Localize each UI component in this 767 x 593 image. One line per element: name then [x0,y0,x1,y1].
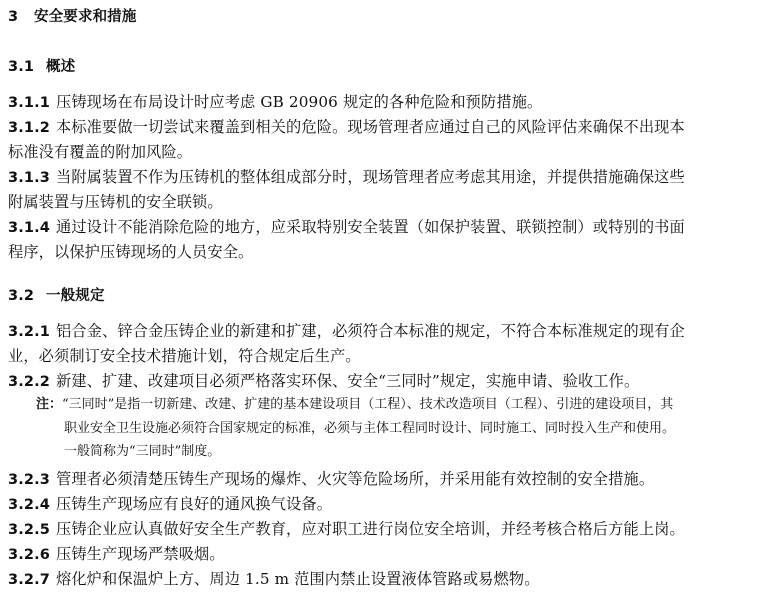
clause-text: 当附属装置不作为压铸机的整体组成部分时，现场管理者应考虑其用途，并提供措施确保这些 [56,168,685,186]
clause-number: 3.2.1 [8,324,51,340]
clause-text: 压铸生产现场严禁吸烟。 [56,545,225,563]
clause-text: 标准没有覆盖的附加风险。 [8,143,193,161]
note-text: “三同时”是指一切新建、改建、扩建的基本建设项目（工程）、技术改造项目（工程）、引进的建设项目，其 [62,397,674,412]
clause-number: 3.1.2 [8,120,51,136]
clause-text: 铝合金、锌合金压铸企业的新建和扩建，必须符合本标准的规定，不符合本标准规定的现有企 [56,322,685,340]
clause-number: 3.2.3 [8,472,51,488]
clause-number: 3.2.4 [8,497,51,513]
clause-3-1-1 [8,92,542,113]
clause-text: 压铸生产现场应有良好的通风换气设备。 [56,495,333,513]
clause-continuation [8,192,223,212]
clause-3-2-2 [8,371,639,392]
clause-text: 通过设计不能消除危险的地方，应采取特别安全装置（如保护装置、联锁控制）或特别的书面 [56,218,685,236]
subsection-title: 一般规定 [46,288,105,304]
clause-text: 压铸企业应认真做好安全生产教育，应对职工进行岗位安全培训，并经考核合格后方能上岗。 [56,520,685,538]
note-label: 注： [36,397,63,412]
clause-3-2-5 [8,519,685,540]
section-title: 安全要求和措施 [34,9,137,25]
clause-number: 3.1.3 [8,170,51,186]
note-line-1 [36,396,673,414]
clause-number: 3.2.2 [8,374,51,390]
clause-text: 管理者必须清楚压铸生产现场的爆炸、火灾等危险场所，并采用能有效控制的安全措施。 [56,470,655,488]
subsection-number: 3.2 [8,288,35,304]
clause-continuation [8,242,253,262]
clause-number: 3.1.1 [8,95,51,111]
clause-3-2-6 [8,544,225,565]
clause-3-1-2 [8,117,685,138]
clause-text: 业，必须制订安全技术措施计划，符合规定后生产。 [8,347,361,365]
clause-text: 程序，以保护压铸现场的人员安全。 [8,243,254,261]
clause-continuation [8,142,192,162]
clause-3-1-4 [8,217,685,238]
clause-text: 熔化炉和保温炉上方、周边 1.5 m 范围内禁止设置液体管路或易燃物。 [56,570,540,588]
subsection-number: 3.1 [8,59,35,75]
clause-number: 3.1.4 [8,220,51,236]
clause-3-2-4 [8,494,332,515]
section-heading [8,6,137,27]
note-text: 职业安全卫生设施必须符合国家规定的标准，必须与主体工程同时设计、同时施工、同时投入生产和使用。 [64,421,676,436]
note-text: 一般简称为“三同时”制度。 [64,444,221,459]
clause-text: 压铸现场在布局设计时应考虑 GB 20906 规定的各种危险和预防措施。 [56,93,543,111]
note-line-3 [64,443,220,461]
clause-number: 3.2.6 [8,547,51,563]
clause-3-2-7 [8,569,540,590]
clause-continuation [8,346,361,366]
clause-3-1-3 [8,167,685,188]
clause-3-2-1 [8,321,685,342]
note-line-2 [64,420,675,438]
clause-number: 3.2.7 [8,572,51,588]
subsection-heading-3-2 [8,285,105,306]
clause-text: 本标准要做一切尝试来覆盖到相关的危险。现场管理者应通过自己的风险评估来确保不出现本 [56,118,685,136]
subsection-heading-3-1 [8,56,75,77]
clause-text: 新建、扩建、改建项目必须严格落实环保、安全“三同时”规定，实施申请、验收工作。 [56,372,640,390]
clause-number: 3.2.5 [8,522,51,538]
clause-text: 附属装置与压铸机的安全联锁。 [8,193,223,211]
clause-3-2-3 [8,469,654,490]
section-number: 3 [8,9,19,25]
subsection-title: 概述 [46,59,76,75]
